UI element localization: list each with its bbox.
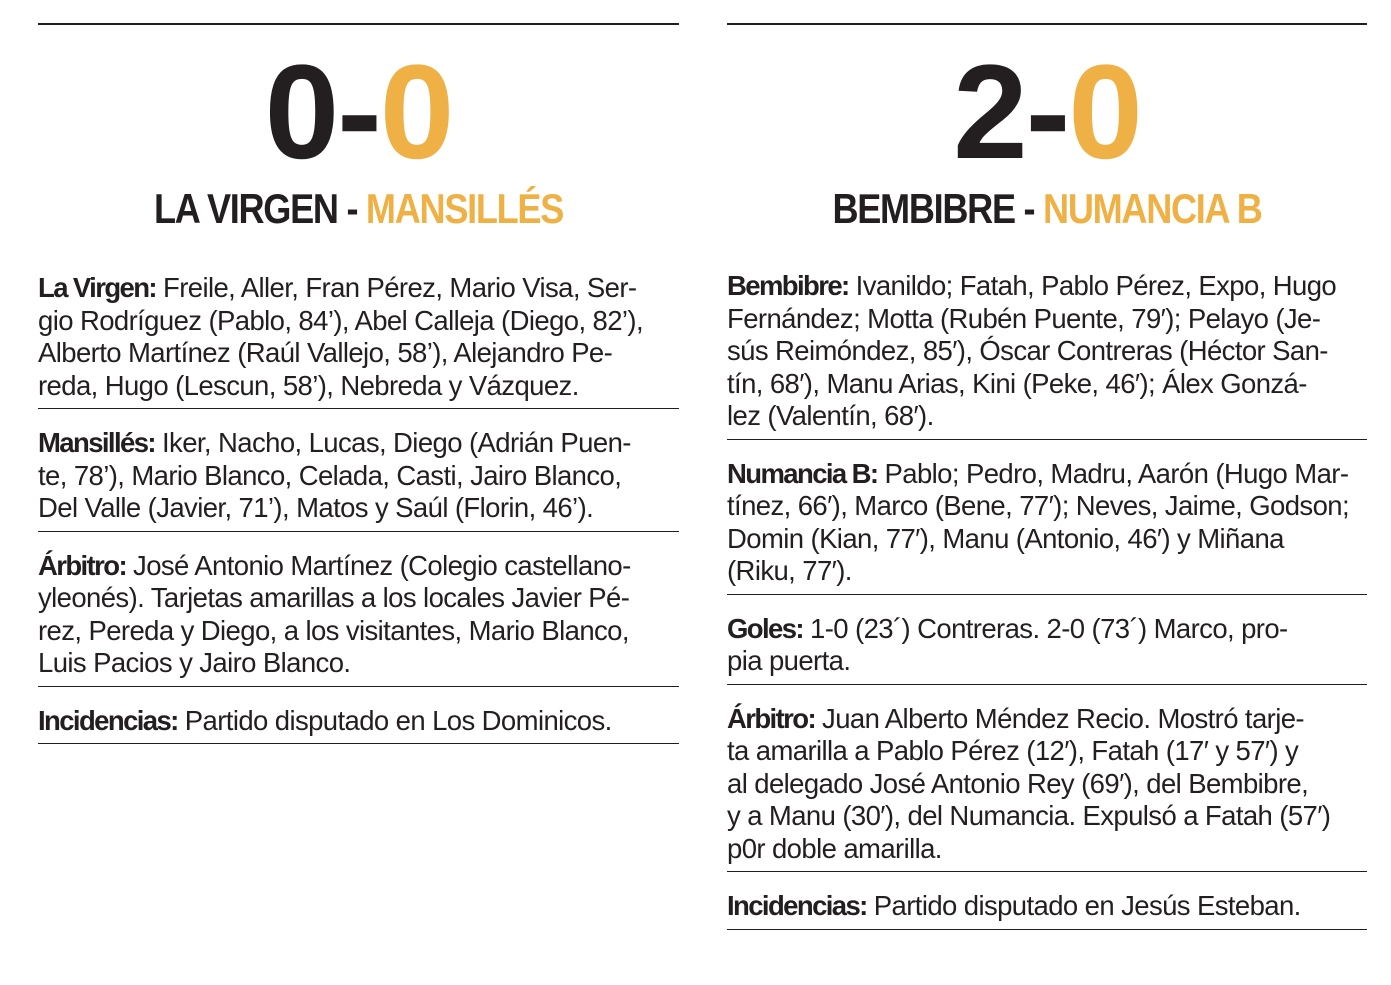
- block-line: te, 78’), Mario Blanco, Celada, Casti, Jairo Blanco,: [38, 459, 622, 491]
- score-home: 0: [264, 38, 338, 187]
- block-line: 1-0 (23´) Contreras. 2-0 (73´) Marco, pro-: [802, 612, 1288, 644]
- block-line: al delegado José Antonio Rey (69′), del Bembibre,: [727, 767, 1309, 799]
- block-label: Árbitro:: [38, 549, 127, 581]
- block-line: yleonés). Tarjetas amarillas a los locales Javier Pé-: [38, 582, 630, 613]
- block-line: Juan Alberto Méndez Recio. Mostró tarje-: [815, 702, 1304, 734]
- block-line: ta amarilla a Pablo Pérez (12′), Fatah (17′ y 57′) y: [727, 735, 1299, 766]
- team-away: NUMANCIA B: [1043, 185, 1262, 232]
- top-rule: [38, 23, 679, 25]
- block-line: rez, Pereda y Diego, a los visitantes, Mario Blanco,: [38, 614, 629, 646]
- team-separator: -: [337, 185, 366, 232]
- block-line: reda, Hugo (Lescun, 58’), Nebreda y Vázquez.: [38, 369, 579, 401]
- block-line: p0r doble amarilla.: [727, 832, 942, 864]
- block-line: José Antonio Martínez (Colegio castellano-: [126, 549, 631, 581]
- team-home: BEMBIBRE: [832, 185, 1015, 232]
- block-line: lez (Valentín, 68′).: [727, 400, 934, 431]
- goals-info: [727, 613, 1367, 685]
- block-line: gio Rodríguez (Pablo, 84’), Abel Calleja (Diego, 82’),: [38, 304, 644, 336]
- block-label: Incidencias:: [38, 704, 178, 736]
- top-rule: [727, 23, 1367, 25]
- block-label: Bembibre:: [727, 270, 849, 301]
- block-line: tín, 68′), Manu Arias, Kini (Peke, 46′); Álex Gonzá-: [727, 367, 1307, 399]
- block-line: Iker, Nacho, Lucas, Diego (Adrián Puen-: [154, 427, 631, 458]
- block-line: Partido disputado en Jesús Esteban.: [866, 890, 1301, 921]
- referee-info: [38, 550, 679, 687]
- block-label: Goles:: [727, 612, 803, 644]
- final-score: [38, 38, 679, 188]
- block-line: Pablo; Pedro, Madru, Aarón (Hugo Mar-: [877, 457, 1349, 489]
- incidents-info: [727, 890, 1367, 930]
- block-line: sús Reimóndez, 85′), Óscar Contreras (Héctor San-: [727, 335, 1328, 366]
- score-separator: -: [337, 38, 380, 187]
- incidents-info: [38, 705, 679, 745]
- block-line: y a Manu (30′), del Numancia. Expulsó a Fatah (57′): [727, 800, 1331, 831]
- teams-heading: [772, 183, 1322, 235]
- block-line: (Riku, 77′).: [727, 555, 852, 586]
- score-away: 0: [379, 38, 453, 187]
- block-line: tínez, 66′), Marco (Bene, 77′); Neves, Jaime, Godson;: [727, 490, 1349, 521]
- block-line: pia puerta.: [727, 645, 851, 676]
- match-details: [727, 270, 1367, 948]
- lineup-numancia-b: [727, 458, 1367, 595]
- match-details: [38, 272, 679, 762]
- block-line: Freile, Aller, Fran Pérez, Mario Visa, Ser-: [155, 272, 637, 303]
- block-line: Ivanildo; Fatah, Pablo Pérez, Expo, Hugo: [848, 270, 1337, 301]
- team-away: MANSILLÉS: [365, 185, 564, 232]
- block-line: Alberto Martínez (Raúl Vallejo, 58’), Alejandro Pe-: [38, 337, 613, 368]
- block-label: La Virgen:: [38, 272, 156, 303]
- lineup-mansilles: [38, 427, 679, 532]
- block-line: Del Valle (Javier, 71’), Matos y Saúl (Florin, 46’).: [38, 492, 594, 523]
- team-home: LA VIRGEN: [153, 185, 338, 232]
- block-line: Fernández; Motta (Rubén Puente, 79′); Pelayo (Je-: [727, 302, 1321, 334]
- score-separator: -: [1025, 38, 1069, 187]
- team-separator: -: [1014, 185, 1044, 232]
- score-away: 0: [1068, 38, 1141, 187]
- block-label: Mansillés:: [38, 427, 155, 458]
- final-score: [727, 38, 1367, 188]
- lineup-la-virgen: [38, 272, 679, 409]
- block-label: Incidencias:: [727, 890, 867, 921]
- lineup-bembibre: [727, 270, 1367, 440]
- block-line: Domin (Kian, 77′), Manu (Antonio, 46′) y Miñana: [727, 522, 1284, 554]
- block-label: Árbitro:: [727, 702, 816, 734]
- block-label: Numancia B:: [727, 457, 878, 489]
- block-line: Luis Pacios y Jairo Blanco.: [38, 647, 351, 678]
- score-home: 2: [953, 38, 1026, 187]
- teams-heading: [83, 183, 634, 235]
- block-line: Partido disputado en Los Dominicos.: [177, 704, 612, 736]
- referee-info: [727, 703, 1367, 873]
